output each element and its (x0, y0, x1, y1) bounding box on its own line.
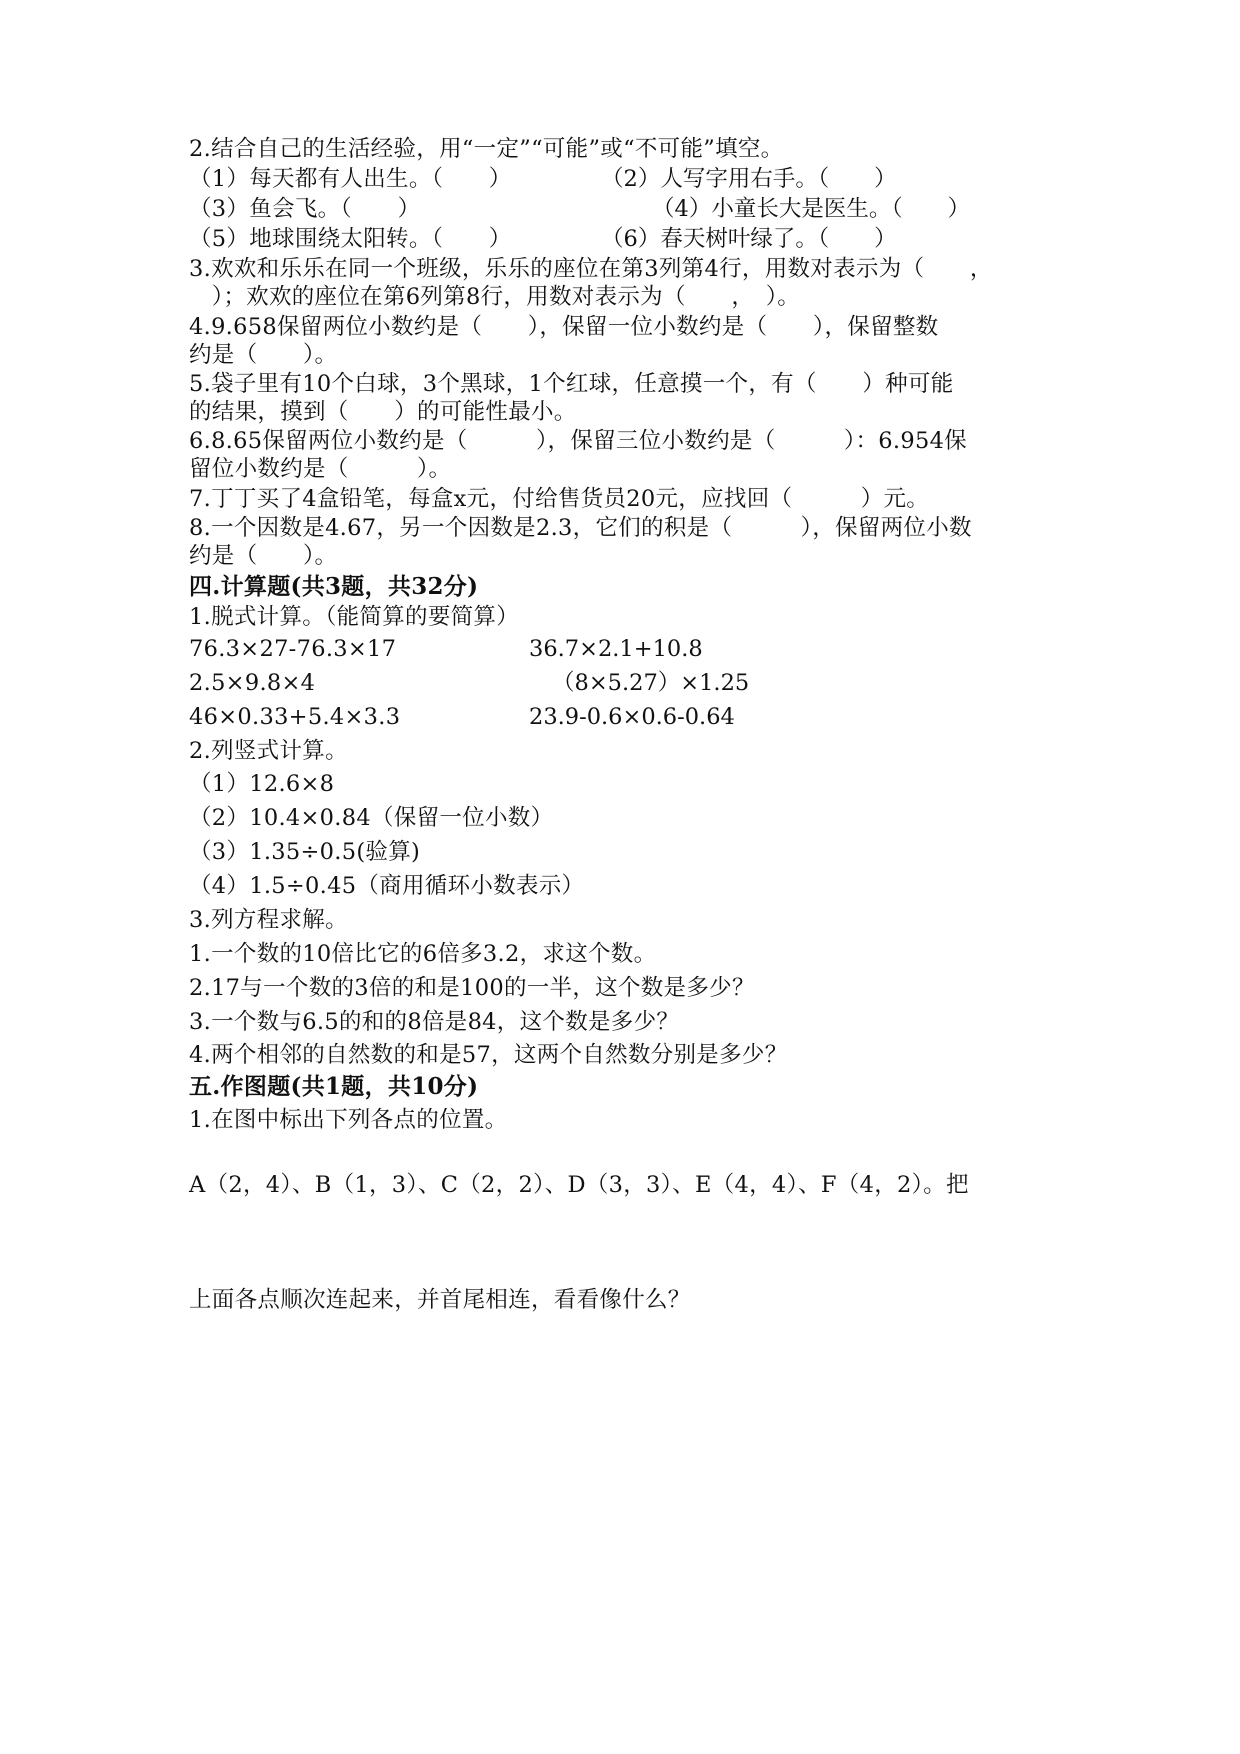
s4-q3-item-1: 1.一个数的10倍比它的6倍多3.2，求这个数。 (189, 941, 657, 967)
q2-item-1: （1）每天都有人出生。（ ） (189, 166, 512, 192)
s4-q3-stem: 3.列方程求解。 (189, 907, 348, 933)
s4-q3-item-4: 4.两个相邻的自然数的和是57，这两个自然数分别是多少？ (189, 1042, 788, 1068)
s4-expr-5: 46×0.33+5.4×3.3 (189, 704, 401, 730)
q6-line-1: 6.8.65保留两位小数约是（ ），保留三位小数约是（ ）：6.954保 (189, 428, 967, 454)
q2-item-4: （4）小童长大是医生。（ ） (652, 196, 971, 222)
section5-title: 五.作图题(共1题，共10分) (189, 1073, 479, 1100)
q2-item-3: （3）鱼会飞。（ ） (189, 196, 421, 222)
s4-q2-item-4: （4）1.5÷0.45（商用循环小数表示） (189, 873, 585, 899)
q8-line-1: 8.一个因数是4.67，另一个因数是2.3，它们的积是（ ），保留两位小数 (189, 515, 972, 541)
s4-expr-1: 76.3×27-76.3×17 (189, 636, 397, 662)
s4-q3-item-3: 3.一个数与6.5的和的8倍是84，这个数是多少？ (189, 1009, 680, 1035)
s5-q1-points: A（2，4）、B（1，3）、C（2，2）、D（3，3）、E（4，4）、F（4，2）。把 (189, 1172, 969, 1198)
s4-q2-item-3: （3）1.35÷0.5(验算) (189, 839, 421, 865)
s4-expr-6: 23.9-0.6×0.6-0.64 (529, 704, 735, 730)
q5-line-1: 5.袋子里有10个白球，3个黑球，1个红球，任意摸一个，有（ ）种可能 (189, 371, 954, 397)
q8-line-2: 约是（ ）。 (189, 543, 338, 569)
q6-line-2: 留位小数约是（ ）。 (189, 456, 452, 482)
q5-line-2: 的结果，摸到（ ）的可能性最小。 (189, 399, 577, 425)
q4-line-2: 约是（ ）。 (189, 342, 338, 368)
q4-line-1: 4.9.658保留两位小数约是（ ），保留一位小数约是（ ），保留整数 (189, 314, 939, 340)
s4-q2-stem: 2.列竖式计算。 (189, 738, 348, 764)
section4-title: 四.计算题(共3题，共32分) (189, 573, 479, 600)
s5-q1-stem: 1.在图中标出下列各点的位置。 (189, 1107, 508, 1133)
q2-item-6: （6）春天树叶绿了。（ ） (601, 226, 897, 252)
s5-q1-question: 上面各点顺次连起来，并首尾相连，看看像什么？ (189, 1287, 691, 1313)
s4-expr-2: 36.7×2.1+10.8 (529, 636, 703, 662)
q3-line-1: 3.欢欢和乐乐在同一个班级，乐乐的座位在第3列第4行，用数对表示为（ ， (189, 256, 993, 282)
q2-item-2: （2）人写字用右手。（ ） (601, 166, 897, 192)
q3-line-2: ）；欢欢的座位在第6列第8行，用数对表示为（ ， ）。 (189, 284, 801, 310)
s4-expr-4: （8×5.27）×1.25 (552, 670, 750, 696)
s4-q1-stem: 1.脱式计算。（能简算的要简算） (189, 604, 520, 630)
s4-q3-item-2: 2.17与一个数的3倍的和是100的一半，这个数是多少？ (189, 975, 755, 1001)
s4-expr-3: 2.5×9.8×4 (189, 670, 316, 696)
q2-stem: 2.结合自己的生活经验，用“一定”“可能”或“不可能”填空。 (189, 136, 784, 162)
q2-item-5: （5）地球围绕太阳转。（ ） (189, 226, 512, 252)
q7-line: 7.丁丁买了4盒铅笔，每盒x元，付给售货员20元，应找回（ ）元。 (189, 486, 930, 512)
s4-q2-item-1: （1）12.6×8 (189, 771, 335, 797)
s4-q2-item-2: （2）10.4×0.84（保留一位小数） (189, 805, 554, 831)
